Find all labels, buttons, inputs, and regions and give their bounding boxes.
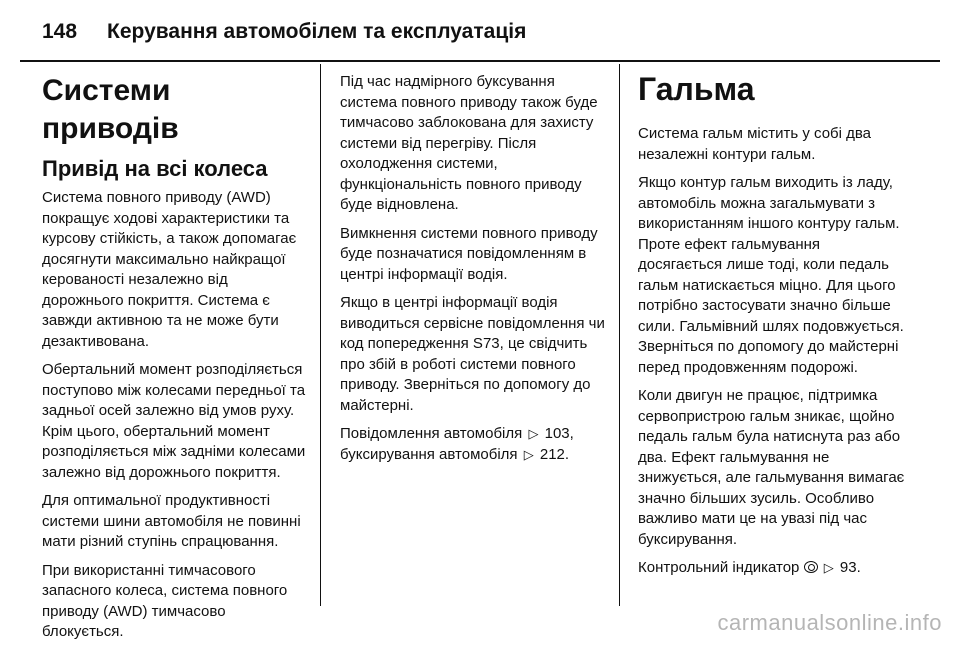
watermark: carmanualsonline.info [717, 610, 942, 635]
paragraph: Система повного приводу (AWD) покращує ходові характеристики та курсову стійкість, а також допомагає досягнути максимально найкращої керованості незалежно від дорожнього покриття. Система є завжди активною та не може бути дезактивована. [42, 189, 297, 350]
column-divider [320, 64, 321, 606]
page-number: 148 [42, 20, 78, 43]
paragraph: При використанні тимчасового запасного колеса, система повного приводу (AWD) тимчасово блокується. [42, 561, 288, 640]
reference-arrow-icon: ▷ [523, 446, 534, 462]
chapter-title: Керування автомобілем та експлуатація [107, 20, 527, 43]
paragraph: Під час надмірного буксування система повного приводу також буде тимчасово заблокована для захисту системи від перегріву. Після охолодження системи, функціональність повного приводу буде відновлена. [340, 73, 598, 213]
paragraph: Система гальм містить у собі два незалежні контури гальм. [638, 125, 872, 163]
cross-reference [340, 424, 606, 465]
paragraph: Якщо в центрі інформації водія виводиться сервісне повідомлення чи код попередження S73, це свідчить про збій в роботі системи повного приводу. Зверніться по допомогу до майстерні. [340, 294, 605, 414]
paragraph: Якщо контур гальм виходить із ладу, автомобіль можна загальмувати з використанням іншого контуру гальм. Проте ефект гальмування досягається лише тоді, коли педаль гальм натискається міцно. Для цього потрібно застосувати значно більше сили. Гальмівний шлях подовжується. Зверніться по допомогу до майстерні перед продовженням подорожі. [638, 174, 904, 376]
column-2 [340, 72, 606, 473]
subsection-title: Привід на всі колеса [42, 156, 268, 181]
reference-text: Контрольний індикатор [638, 559, 800, 576]
paragraph: Вимкнення системи повного приводу буде позначатися повідомленням в центрі інформації водія. [340, 224, 598, 283]
reference-text: Повідомлення автомобіля [340, 425, 523, 442]
paragraph: Для оптимальної продуктивності системи шини автомобіля не повинні мати різний ступінь спрацювання. [42, 492, 301, 550]
section-title: Гальма [638, 71, 755, 107]
section-title: Системи приводів [42, 74, 179, 145]
paragraph: Обертальний момент розподіляється поступово між колесами передньої та задньої осей залежно від умов руху. Крім цього, обертальний момент розподіляється між задніми колесами залежно від дорожнього покриття. [42, 361, 306, 481]
cross-reference [638, 558, 908, 579]
column-3 [638, 64, 908, 587]
reference-page-link[interactable]: 93. [839, 559, 861, 576]
reference-page-link[interactable]: 103, [544, 425, 574, 442]
page-header [42, 14, 526, 50]
reference-arrow-icon: ▷ [528, 426, 539, 441]
reference-arrow-icon: ▷ [823, 560, 834, 575]
column-1 [42, 64, 310, 651]
header-rule [20, 60, 940, 62]
column-divider [619, 64, 620, 606]
paragraph: Коли двигун не працює, підтримка сервопристрою гальм зникає, щойно педаль гальм була натиснута раз або два. Ефект гальмування не знижується, але гальмування вимагає значно більших зусиль. Особливо важливо мати це на увазі під час буксирування. [638, 387, 905, 548]
brake-warning-lamp-icon [804, 561, 818, 573]
reference-text: буксирування автомобіля [340, 445, 518, 463]
reference-page-link[interactable]: 212. [539, 445, 570, 463]
